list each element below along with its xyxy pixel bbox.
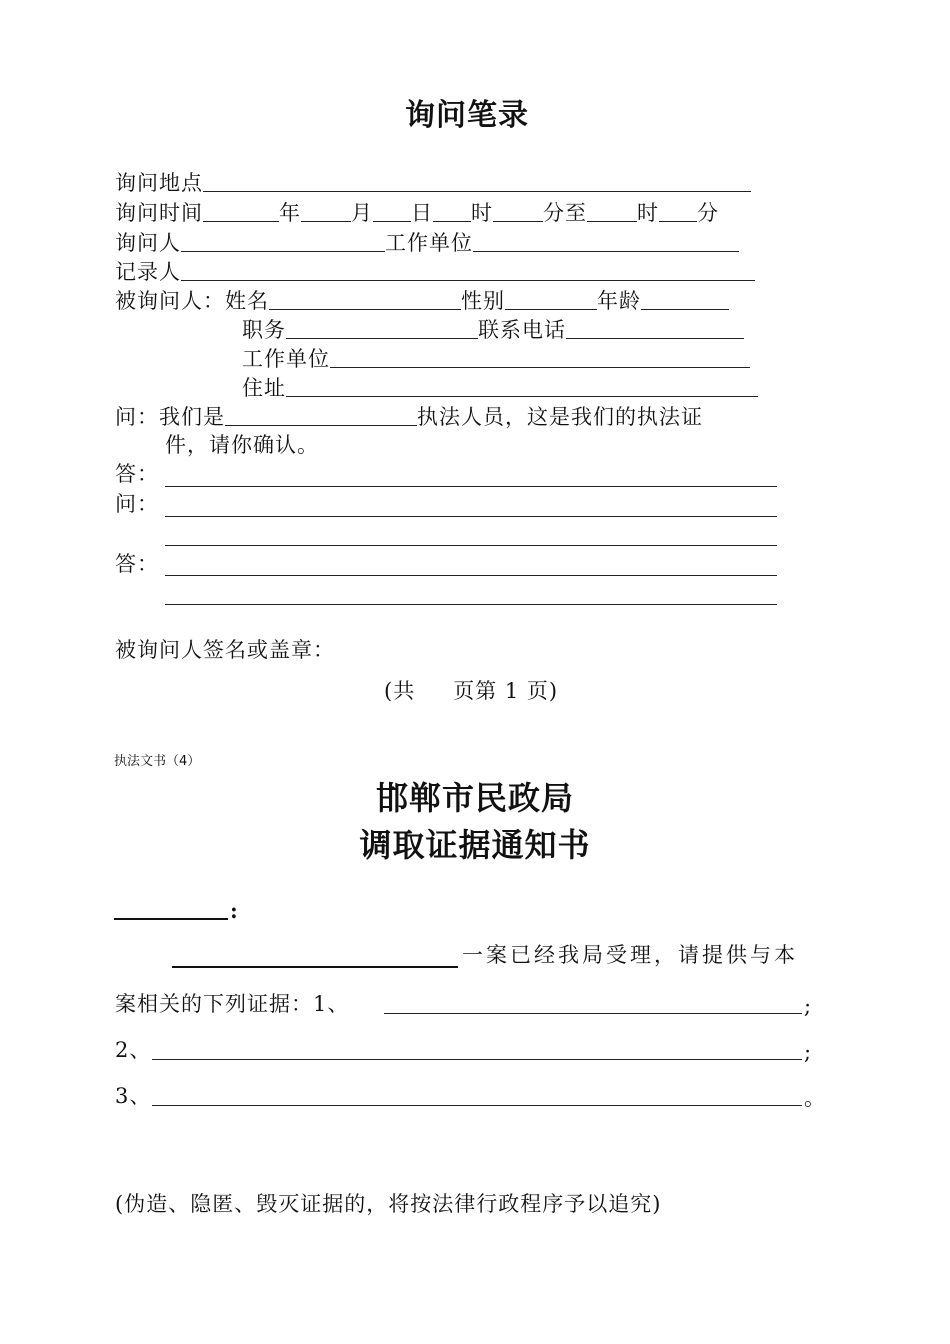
interviewee-row bbox=[115, 290, 729, 312]
location-field[interactable] bbox=[203, 172, 751, 192]
phone-field[interactable] bbox=[566, 319, 744, 339]
gender-label: 性别 bbox=[461, 289, 505, 313]
day-field[interactable] bbox=[373, 202, 411, 222]
interviewer-label: 询问人 bbox=[115, 231, 181, 255]
month-field[interactable] bbox=[301, 202, 351, 222]
answer2-label: 答： bbox=[115, 552, 159, 576]
question2-line1[interactable] bbox=[165, 516, 777, 517]
location-row bbox=[115, 172, 751, 194]
warning-text: (伪造、隐匿、毁灭证据的，将按法律行政程序予以追究) bbox=[115, 1192, 662, 1216]
age-field[interactable] bbox=[641, 290, 729, 310]
question2-line2[interactable] bbox=[165, 545, 777, 546]
minute2-field[interactable] bbox=[659, 202, 697, 222]
phone-label: 联系电话 bbox=[478, 318, 566, 342]
addressee-colon: : bbox=[230, 898, 239, 923]
interviewer-field[interactable] bbox=[181, 232, 385, 252]
address-field[interactable] bbox=[286, 377, 758, 397]
evidence1-field[interactable] bbox=[384, 1013, 802, 1014]
interviewee-label: 被询问人： bbox=[115, 289, 225, 313]
question1-prefix: 问：我们是 bbox=[115, 405, 225, 429]
position-label: 职务 bbox=[242, 318, 286, 342]
hour-field[interactable] bbox=[433, 202, 471, 222]
gender-field[interactable] bbox=[505, 290, 597, 310]
minute-field[interactable] bbox=[493, 202, 543, 222]
time-row bbox=[115, 202, 719, 224]
minute-label: 分 bbox=[697, 201, 719, 225]
doc-code: 执法文书（4） bbox=[114, 754, 201, 769]
work-unit2-label: 工作单位 bbox=[242, 347, 330, 371]
page-count bbox=[384, 681, 558, 702]
work-unit2-field[interactable] bbox=[330, 348, 750, 368]
work-unit2-row bbox=[242, 348, 750, 370]
question1-row bbox=[115, 406, 703, 428]
interviewer-row bbox=[115, 232, 739, 254]
notice-title-line1: 邯郸市民政局 bbox=[375, 779, 574, 817]
case-name-field[interactable] bbox=[172, 966, 458, 968]
page-mid: 页第 1 页) bbox=[453, 679, 559, 703]
body-line1-suffix: 一案已经我局受理，请提供与本 bbox=[462, 943, 798, 967]
addressee-field[interactable] bbox=[114, 918, 228, 920]
work-unit-label: 工作单位 bbox=[385, 231, 473, 255]
period: 。 bbox=[804, 1086, 826, 1110]
recorder-row bbox=[115, 261, 755, 283]
answer1-label: 答： bbox=[115, 462, 159, 486]
month-label: 月 bbox=[351, 201, 373, 225]
evidence2-field[interactable] bbox=[152, 1059, 802, 1060]
recorder-label: 记录人 bbox=[115, 260, 181, 284]
answer2-line2[interactable] bbox=[165, 604, 777, 605]
question1-suffix: 执法人员，这是我们的执法证 bbox=[417, 405, 703, 429]
page-open: (共 bbox=[384, 679, 416, 703]
time-label: 询问时间 bbox=[115, 201, 203, 225]
semicolon2: ; bbox=[804, 1040, 813, 1064]
question2-label: 问： bbox=[115, 492, 159, 516]
recorder-field[interactable] bbox=[181, 261, 755, 281]
name-field[interactable] bbox=[269, 290, 461, 310]
agency-field[interactable] bbox=[225, 406, 417, 426]
signature-label: 被询问人签名或盖章： bbox=[115, 638, 335, 662]
work-unit-field[interactable] bbox=[473, 232, 739, 252]
hour2-label: 时 bbox=[637, 201, 659, 225]
year-label: 年 bbox=[279, 201, 301, 225]
address-label: 住址 bbox=[242, 376, 286, 400]
notice-title-line2: 调取证据通知书 bbox=[359, 826, 591, 864]
evidence3-field[interactable] bbox=[152, 1105, 802, 1106]
body-line2-prefix: 案相关的下列证据：1、 bbox=[115, 992, 350, 1016]
item3-label: 3、 bbox=[115, 1084, 152, 1108]
record-title: 询问笔录 bbox=[405, 98, 529, 133]
item2-label: 2、 bbox=[115, 1038, 152, 1062]
question1-cont: 件，请你确认。 bbox=[165, 433, 319, 457]
day-label: 日 bbox=[411, 201, 433, 225]
answer1-line[interactable] bbox=[165, 486, 777, 487]
position-row bbox=[242, 319, 744, 341]
hour2-field[interactable] bbox=[587, 202, 637, 222]
location-label: 询问地点 bbox=[115, 171, 203, 195]
position-field[interactable] bbox=[286, 319, 478, 339]
semicolon1: ; bbox=[804, 994, 813, 1018]
name-label: 姓名 bbox=[225, 289, 269, 313]
year-field[interactable] bbox=[203, 202, 279, 222]
hour-label: 时 bbox=[471, 201, 493, 225]
address-row bbox=[242, 377, 758, 399]
minute-to-label: 分至 bbox=[543, 201, 587, 225]
answer2-line1[interactable] bbox=[165, 575, 777, 576]
age-label: 年龄 bbox=[597, 289, 641, 313]
